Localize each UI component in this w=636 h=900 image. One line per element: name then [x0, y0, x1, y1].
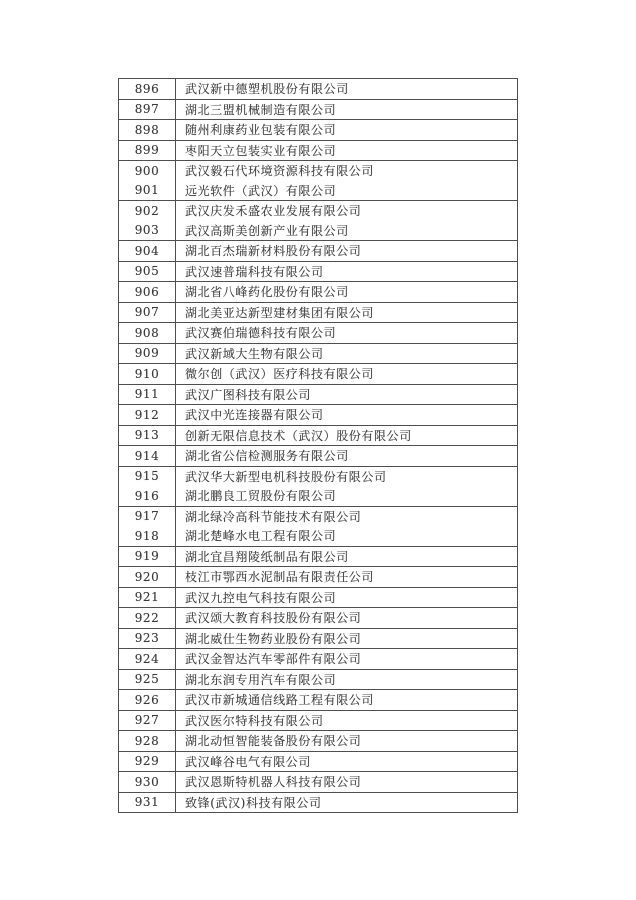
row-index: 907	[119, 303, 176, 324]
table-row	[119, 446, 517, 467]
company-name: 武汉市新城通信线路工程有限公司	[176, 690, 517, 711]
table-row	[119, 282, 517, 303]
row-index: 899	[119, 141, 176, 162]
row-index: 926	[119, 690, 176, 711]
table-row	[119, 141, 517, 162]
company-name: 微尔创（武汉）医疗科技有限公司	[176, 364, 517, 385]
company-name: 湖北东润专用汽车有限公司	[176, 670, 517, 691]
table-row	[119, 303, 517, 324]
company-name: 湖北省八峰药化股份有限公司	[176, 282, 517, 303]
company-name: 武汉峰谷电气有限公司	[176, 752, 517, 773]
company-name: 武汉中光连接器有限公司	[176, 405, 517, 426]
company-table-body	[119, 79, 517, 812]
row-index: 925	[119, 670, 176, 691]
company-name: 武汉新中德塑机股份有限公司	[176, 79, 517, 100]
table-row	[119, 467, 517, 487]
row-index: 928	[119, 731, 176, 752]
table-row	[119, 547, 517, 568]
table-row	[119, 649, 517, 670]
table-row	[119, 405, 517, 426]
table-row	[119, 364, 517, 385]
company-name: 武汉恩斯特机器人科技有限公司	[176, 772, 517, 793]
table-row	[119, 323, 517, 344]
row-index: 917	[119, 507, 176, 527]
table-row	[119, 385, 517, 406]
table-row	[119, 486, 517, 507]
row-index: 910	[119, 364, 176, 385]
table-row	[119, 772, 517, 793]
company-name: 武汉速普瑞科技有限公司	[176, 262, 517, 283]
company-name: 武汉金智达汽车零部件有限公司	[176, 649, 517, 670]
table-row	[119, 120, 517, 141]
row-index: 922	[119, 608, 176, 629]
company-name: 武汉华大新型电机科技股份有限公司	[185, 469, 387, 484]
row-index: 916	[119, 486, 176, 507]
table-row	[119, 344, 517, 365]
table-row	[119, 608, 517, 629]
table-row	[119, 629, 517, 650]
company-name: 湖北鹏良工贸股份有限公司	[176, 486, 517, 507]
table-row	[119, 793, 517, 813]
company-table	[118, 78, 518, 813]
company-name: 随州利康药业包装有限公司	[176, 120, 517, 141]
row-index: 919	[119, 547, 176, 568]
company-name: 武汉赛伯瑞德科技有限公司	[176, 323, 517, 344]
row-index: 896	[119, 79, 176, 100]
company-name: 湖北楚峰水电工程有限公司	[176, 526, 517, 547]
table-row	[119, 262, 517, 283]
row-index: 914	[119, 446, 176, 467]
table-row	[119, 507, 517, 527]
table-row	[119, 100, 517, 121]
company-name: 湖北省公信检测服务有限公司	[176, 446, 517, 467]
company-name: 湖北三盟机械制造有限公司	[176, 100, 517, 121]
company-name: 武汉高斯美创新产业有限公司	[176, 221, 517, 242]
company-name: 武汉九控电气科技有限公司	[176, 588, 517, 609]
company-name: 湖北动恒智能装备股份有限公司	[176, 731, 517, 752]
row-index: 897	[119, 100, 176, 121]
row-index: 929	[119, 752, 176, 773]
table-row	[119, 670, 517, 691]
row-index: 918	[119, 526, 176, 547]
company-name: 湖北百杰瑞新材料股份有限公司	[176, 241, 517, 262]
row-index: 900	[119, 161, 176, 181]
table-row	[119, 181, 517, 202]
row-index: 904	[119, 241, 176, 262]
table-row	[119, 161, 517, 181]
row-index: 924	[119, 649, 176, 670]
row-index: 912	[119, 405, 176, 426]
row-index: 908	[119, 323, 176, 344]
company-name: 武汉广图科技有限公司	[176, 385, 517, 406]
row-index: 927	[119, 711, 176, 732]
company-name: 湖北宜昌翔陵纸制品有限公司	[176, 547, 517, 568]
table-row	[119, 731, 517, 752]
company-name: 武汉庆发禾盛农业发展有限公司	[185, 204, 362, 219]
row-index: 931	[119, 793, 176, 813]
table-row	[119, 201, 517, 221]
row-index: 913	[119, 426, 176, 447]
table-row	[119, 752, 517, 773]
table-row	[119, 221, 517, 242]
row-index: 920	[119, 567, 176, 588]
company-name: 枝江市鄂西水泥制品有限责任公司	[176, 567, 517, 588]
row-index: 915	[119, 467, 176, 487]
company-name: 武汉医尔特科技有限公司	[176, 711, 517, 732]
company-name: 武汉毅石代环境资源科技有限公司	[185, 164, 375, 179]
row-index: 901	[119, 181, 176, 202]
company-name: 武汉新域大生物有限公司	[176, 344, 517, 365]
row-index: 902	[119, 201, 176, 221]
table-row	[119, 567, 517, 588]
company-name: 湖北威仕生物药业股份有限公司	[176, 629, 517, 650]
company-name: 湖北美亚达新型建材集团有限公司	[176, 303, 517, 324]
row-index: 909	[119, 344, 176, 365]
row-index: 923	[119, 629, 176, 650]
company-name: 枣阳天立包装实业有限公司	[176, 141, 517, 162]
company-name: 远光软件（武汉）有限公司	[176, 181, 517, 202]
table-row	[119, 526, 517, 547]
company-name: 创新无限信息技术（武汉）股份有限公司	[176, 426, 517, 447]
company-name: 致锋(武汉)科技有限公司	[185, 795, 322, 810]
table-row	[119, 711, 517, 732]
table-row	[119, 426, 517, 447]
table-row	[119, 588, 517, 609]
company-name: 湖北绿冷高科节能技术有限公司	[185, 509, 362, 524]
company-name: 武汉颂大教育科技股份有限公司	[176, 608, 517, 629]
row-index: 930	[119, 772, 176, 793]
row-index: 911	[119, 385, 176, 406]
row-index: 903	[119, 221, 176, 242]
table-row	[119, 241, 517, 262]
row-index: 905	[119, 262, 176, 283]
row-index: 906	[119, 282, 176, 303]
table-row	[119, 79, 517, 100]
table-row	[119, 690, 517, 711]
row-index: 921	[119, 588, 176, 609]
row-index: 898	[119, 120, 176, 141]
